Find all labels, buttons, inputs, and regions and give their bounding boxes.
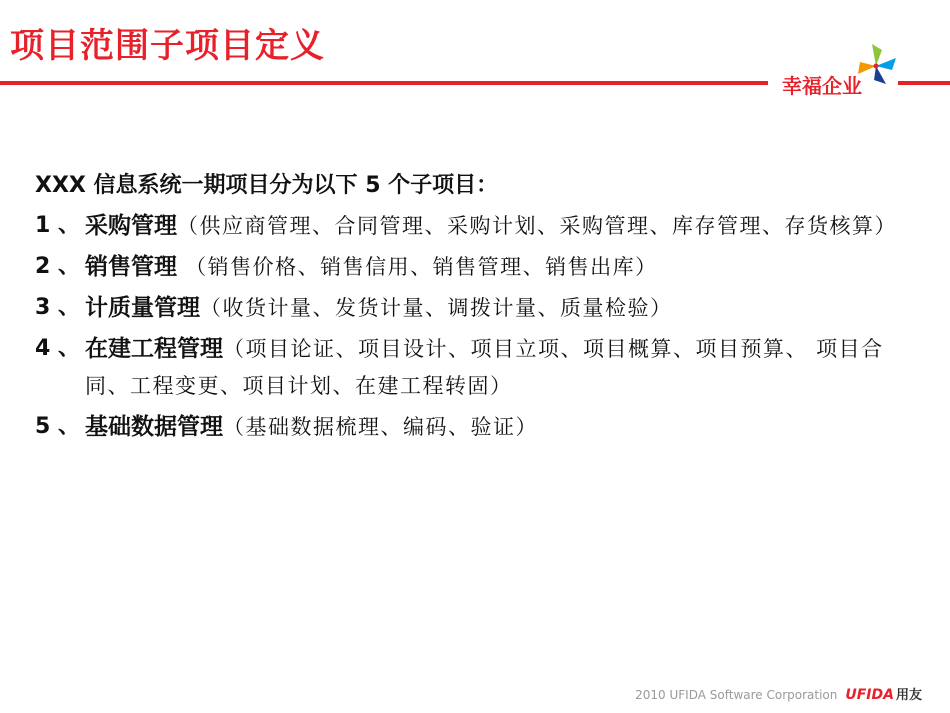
list-item-name: 基础数据管理 <box>85 414 223 440</box>
footer <box>635 684 922 703</box>
list-item-detail: （销售价格、销售信用、销售管理、销售出库） <box>177 255 658 279</box>
list-item <box>35 249 915 286</box>
footer-copyright: 2010 UFIDA Software Corporation <box>635 688 838 702</box>
intro-line: XXX 信息系统一期项目分为以下 5 个子项目： <box>35 173 499 198</box>
list-item-number: 5 、 <box>35 414 80 439</box>
list-item-number: 3 、 <box>35 295 80 320</box>
pinwheel-logo-icon <box>852 40 900 88</box>
list-item-detail: （供应商管理、合同管理、采购计划、采购管理、库存管理、存货核算） <box>177 214 897 238</box>
list-item-name: 在建工程管理 <box>85 336 223 362</box>
title-underline <box>0 81 768 85</box>
list-item-name: 计质量管理 <box>85 295 200 321</box>
list-item-number: 1 、 <box>35 213 80 238</box>
ufida-logo-cn: 用友 <box>895 688 922 703</box>
list-item-detail: （项目论证、项目设计、项目立项、项目概算、项目预算、 项目合同、工程变更、项目计划、在建工程转固） <box>85 337 884 398</box>
list-item <box>35 290 915 327</box>
brand-slogan: 幸福企业 <box>782 74 862 98</box>
ufida-logo: UFIDA <box>845 687 894 703</box>
list-item-body <box>85 208 915 245</box>
slide-title: 项目范围子项目定义 <box>10 26 325 66</box>
list-item-body <box>85 290 915 327</box>
list-item-name: 销售管理 <box>85 254 177 280</box>
list-item-detail: （收货计量、发货计量、调拨计量、质量检验） <box>200 296 673 320</box>
list-item-name: 采购管理 <box>85 213 177 239</box>
title-underline-right <box>898 81 950 85</box>
list-item <box>35 208 915 245</box>
content-area <box>35 168 915 446</box>
list-item-number: 2 、 <box>35 254 80 279</box>
list-item <box>35 331 915 405</box>
list-item-body <box>85 409 915 446</box>
list-item-detail: （基础数据梳理、编码、验证） <box>223 415 538 439</box>
list-item-body <box>85 249 915 286</box>
list-item-number: 4 、 <box>35 336 80 361</box>
list-item <box>35 409 915 446</box>
subproject-list <box>35 208 915 446</box>
list-item-body <box>85 331 915 405</box>
